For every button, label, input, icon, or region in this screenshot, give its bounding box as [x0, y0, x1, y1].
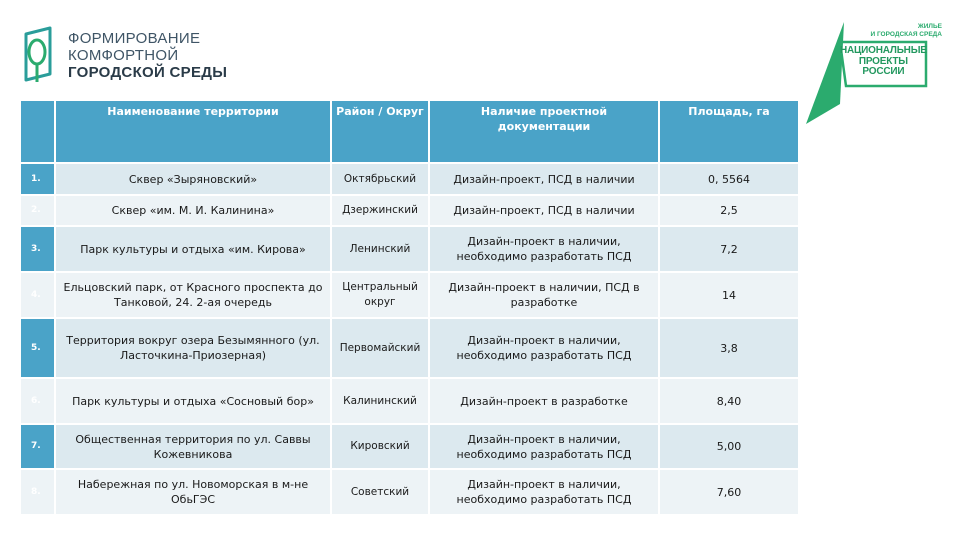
- row-docs: Дизайн-проект в наличии, ПСД в разработке: [429, 272, 659, 318]
- row-district: Калининский: [331, 378, 429, 424]
- logo-small-line-1: ЖИЛЬЕ: [917, 23, 942, 30]
- logo-line-3: ГОРОДСКОЙ СРЕДЫ: [68, 63, 228, 81]
- logo-line-1: ФОРМИРОВАНИЕ: [68, 29, 201, 47]
- row-docs: Дизайн-проект в наличии, необходимо разработать ПСД: [429, 469, 659, 515]
- row-docs: Дизайн-проект в наличии, необходимо разработать ПСД: [429, 226, 659, 272]
- table-row: [20, 378, 799, 424]
- row-name: Сквер «Зыряновский»: [55, 163, 331, 195]
- row-num: 3.: [20, 226, 55, 272]
- fcc-logo-text: [68, 30, 227, 81]
- logo-big-line-2: ПРОЕКТЫ: [858, 55, 908, 67]
- row-name: Парк культуры и отдыха «им. Кирова»: [55, 226, 331, 272]
- row-district: Октябрьский: [331, 163, 429, 195]
- logo-line-2: КОМФОРТНОЙ: [68, 46, 179, 64]
- logo-big-text: [840, 46, 927, 78]
- row-area: 7,2: [659, 226, 799, 272]
- logo-small-text: [870, 23, 942, 38]
- logo-small-line-2: И ГОРОДСКАЯ СРЕДА: [870, 30, 942, 38]
- header-docs: Наличие проектной документации: [429, 100, 659, 163]
- fcc-logo: [20, 24, 227, 86]
- row-name: Общественная территория по ул. Саввы Кожевникова: [55, 424, 331, 469]
- row-num: 2.: [20, 195, 55, 226]
- table-row: [20, 272, 799, 318]
- logo-big-line-1: НАЦИОНАЛЬНЫЕ: [840, 45, 927, 56]
- row-district: Ленинский: [331, 226, 429, 272]
- row-district: Дзержинский: [331, 195, 429, 226]
- row-docs: Дизайн-проект, ПСД в наличии: [429, 163, 659, 195]
- row-area: 2,5: [659, 195, 799, 226]
- row-district: Кировский: [331, 424, 429, 469]
- row-num: 6.: [20, 378, 55, 424]
- row-num: 4.: [20, 272, 55, 318]
- fcc-logo-icon: [20, 24, 56, 86]
- table-row: [20, 318, 799, 378]
- header-name: Наименование территории: [55, 100, 331, 163]
- row-docs: Дизайн-проект в наличии, необходимо разработать ПСД: [429, 424, 659, 469]
- row-num: 7.: [20, 424, 55, 469]
- row-docs: Дизайн-проект в наличии, необходимо разработать ПСД: [429, 318, 659, 378]
- header-district: Район / Округ: [331, 100, 429, 163]
- row-district: Центральный округ: [331, 272, 429, 318]
- header-num: [20, 100, 55, 163]
- row-name: Территория вокруг озера Безымянного (ул. Ласточкина-Приозерная): [55, 318, 331, 378]
- national-projects-logo: [806, 20, 946, 126]
- table-row: [20, 195, 799, 226]
- table-header-row: [20, 100, 799, 163]
- row-name: Сквер «им. М. И. Калинина»: [55, 195, 331, 226]
- table-row: [20, 163, 799, 195]
- row-num: 5.: [20, 318, 55, 378]
- row-area: 3,8: [659, 318, 799, 378]
- table-row: [20, 226, 799, 272]
- row-name: Парк культуры и отдыха «Сосновый бор»: [55, 378, 331, 424]
- row-docs: Дизайн-проект в разработке: [429, 378, 659, 424]
- row-name: Ельцовский парк, от Красного проспекта до Танковой, 24. 2-ая очередь: [55, 272, 331, 318]
- row-docs: Дизайн-проект, ПСД в наличии: [429, 195, 659, 226]
- row-area: 0, 5564: [659, 163, 799, 195]
- logo-big-line-3: РОССИИ: [862, 66, 905, 77]
- row-area: 8,40: [659, 378, 799, 424]
- row-name: Набережная по ул. Новоморская в м-не ОбьГЭС: [55, 469, 331, 515]
- table-row: [20, 424, 799, 469]
- territories-table: [19, 99, 800, 516]
- row-area: 14: [659, 272, 799, 318]
- row-district: Советский: [331, 469, 429, 515]
- row-district: Первомайский: [331, 318, 429, 378]
- row-area: 5,00: [659, 424, 799, 469]
- row-area: 7,60: [659, 469, 799, 515]
- header-area: Площадь, га: [659, 100, 799, 163]
- row-num: 8.: [20, 469, 55, 515]
- table-row: [20, 469, 799, 515]
- row-num: 1.: [20, 163, 55, 195]
